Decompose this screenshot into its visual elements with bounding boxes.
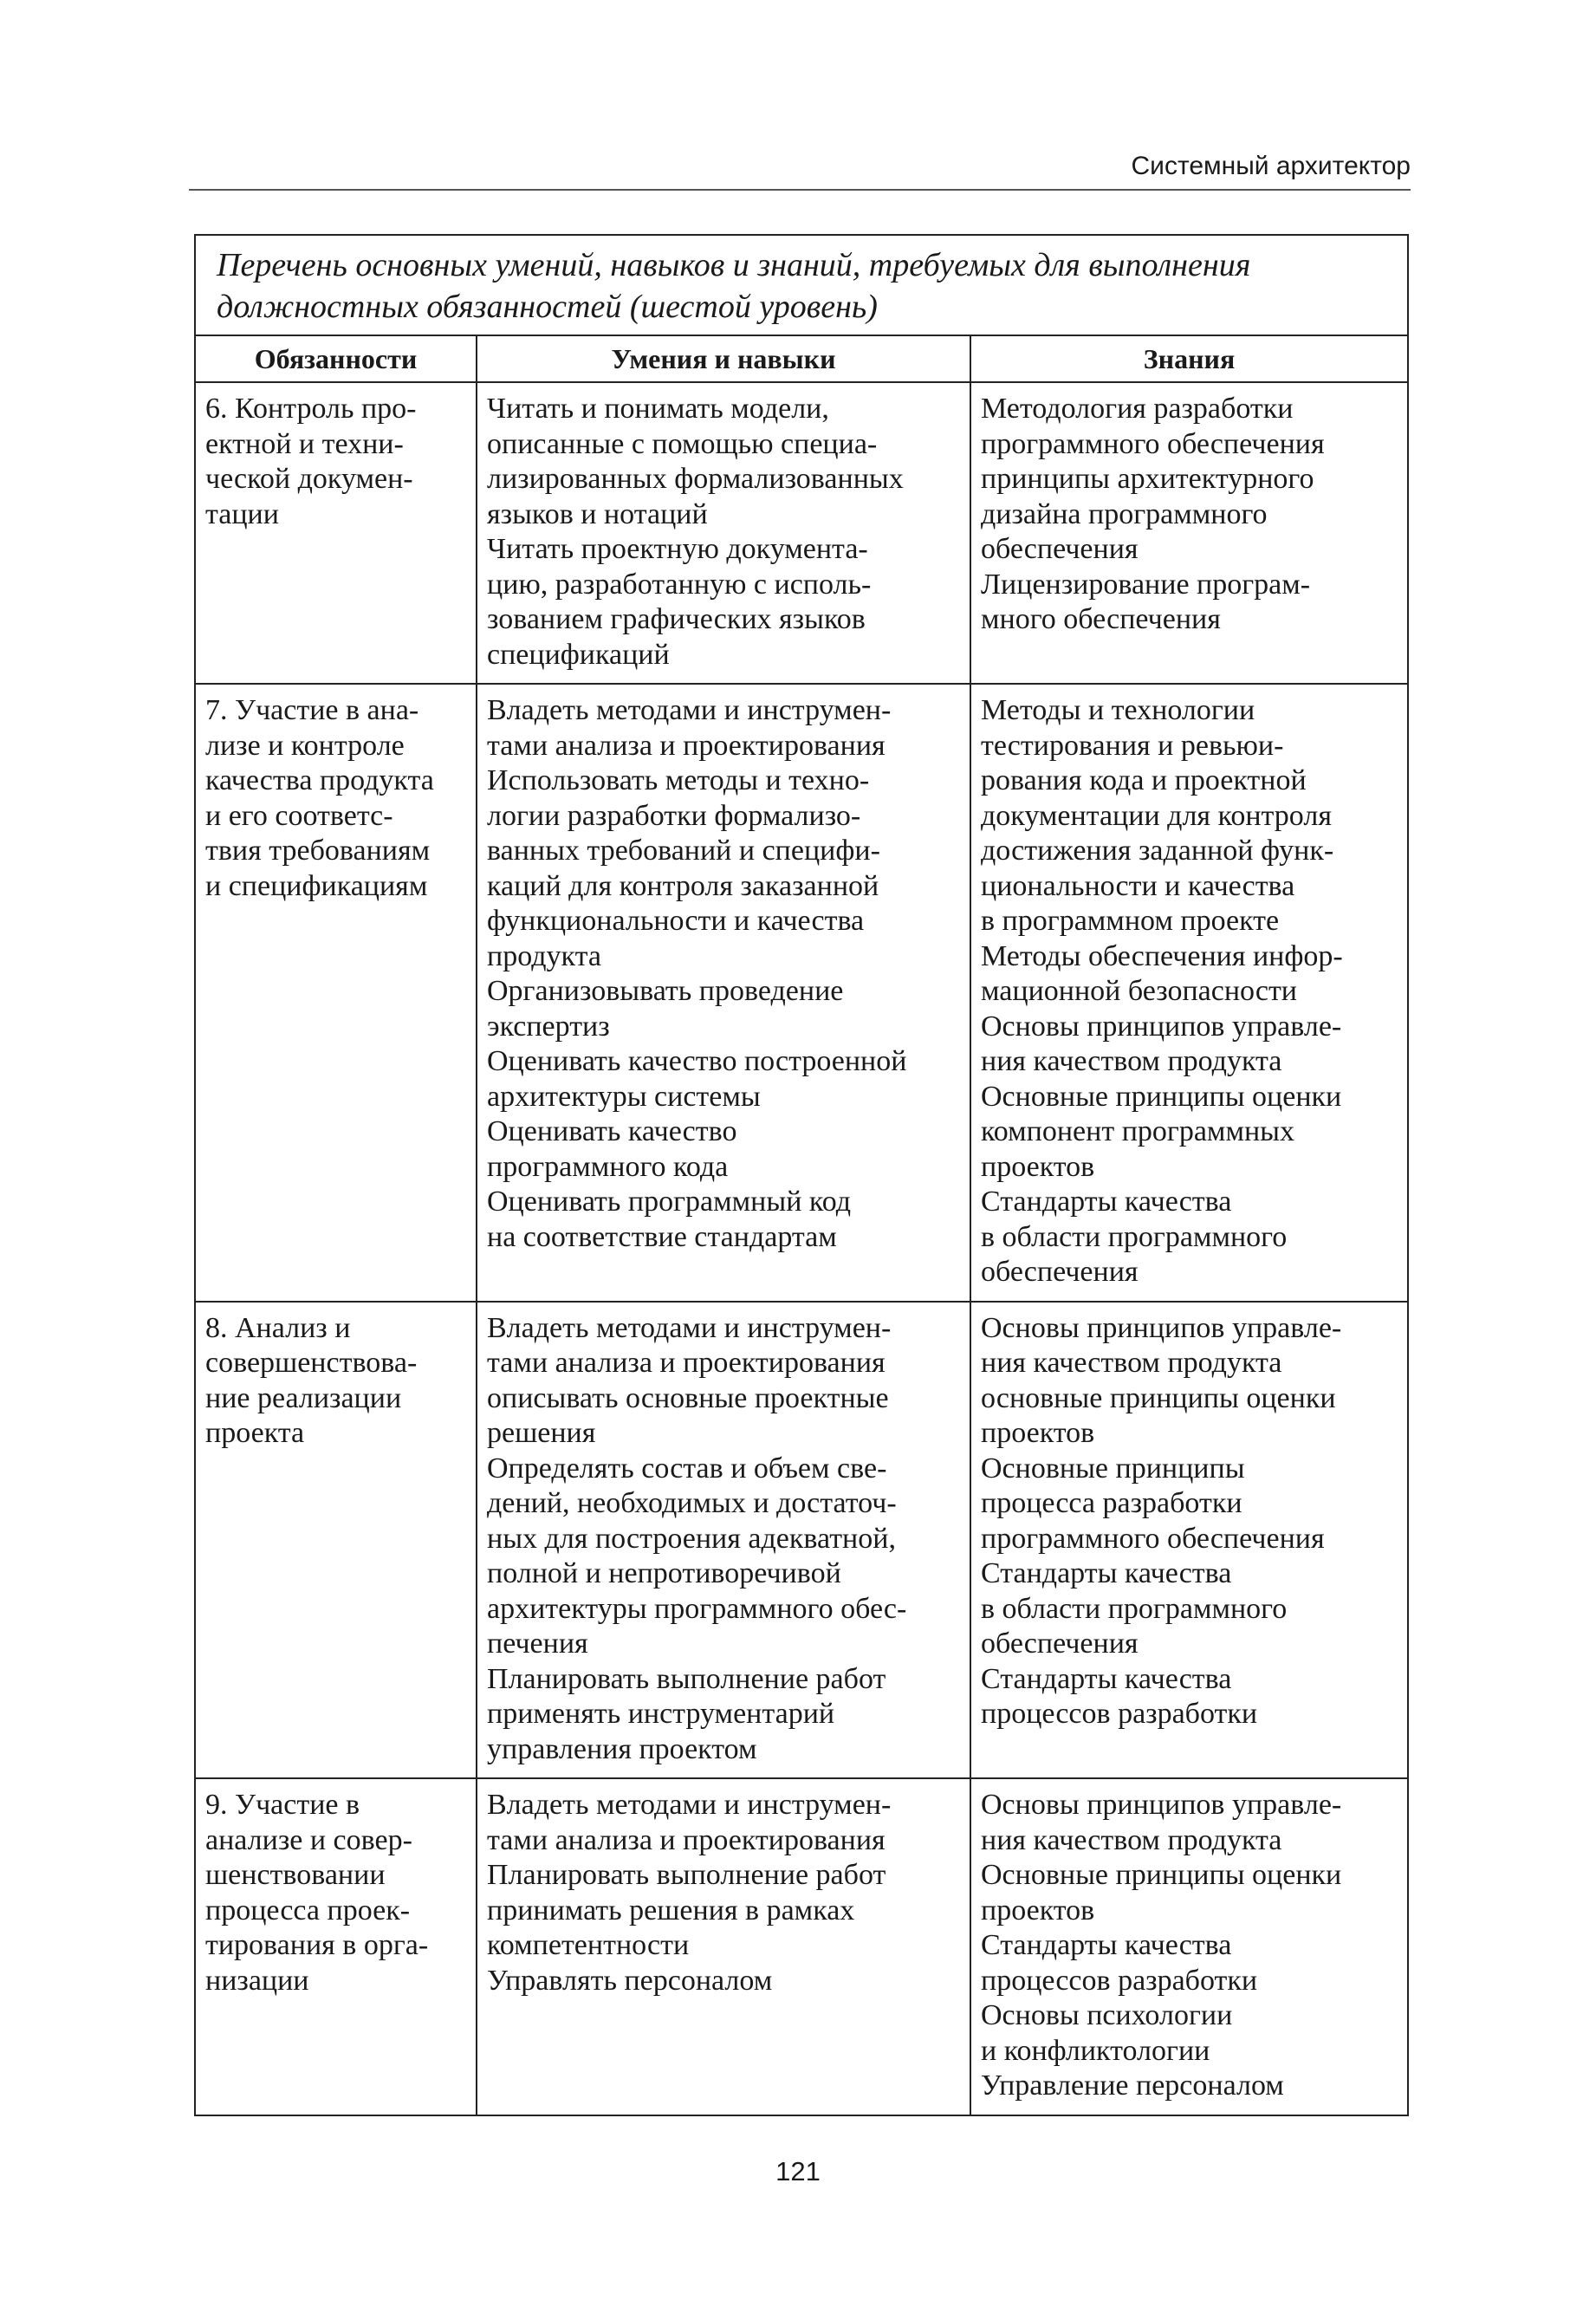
duty-line: 9. Участие в	[205, 1789, 360, 1821]
skill-line: зованием графических языков	[487, 603, 866, 635]
knowledge-line: проектов	[981, 1894, 1095, 1926]
duty-line: процесса проек-	[205, 1894, 411, 1926]
table-row	[195, 1302, 1408, 1779]
knowledge-line: принципы архитектурного	[981, 463, 1314, 495]
knowledge-line: Основы принципов управле-	[981, 1311, 1342, 1344]
table-row	[195, 382, 1408, 684]
duty-line: и спецификациям	[205, 869, 428, 902]
knowledge-line: программного обеспечения	[981, 1522, 1325, 1555]
skill-line: Планировать выполнение работ	[487, 1859, 886, 1891]
knowledge-line: достижения заданной функ-	[981, 835, 1334, 867]
knowledge-line: Стандарты качества	[981, 1557, 1232, 1589]
knowledge-line: тестирования и ревьюи-	[981, 729, 1284, 762]
duty-line: тации	[205, 497, 279, 530]
duty-line: 7. Участие в ана-	[205, 694, 419, 726]
skills-table	[194, 234, 1409, 2116]
skill-line: Использовать методы и техно-	[487, 764, 870, 796]
duty-line: анализе и совер-	[205, 1823, 412, 1856]
knowledge-line: Управление персоналом	[981, 2069, 1284, 2102]
duty-line: низации	[205, 1964, 309, 1997]
knowledge-line: компонент программных	[981, 1115, 1294, 1147]
skill-line: на соответствие стандартам	[487, 1220, 837, 1253]
knowledge-line: в программном проекте	[981, 905, 1280, 937]
skill-line: описанные с помощью специа-	[487, 427, 878, 460]
knowledge-line: Стандарты качества	[981, 1662, 1232, 1695]
duty-cell	[195, 1778, 477, 2115]
knowledge-line: программного обеспечения	[981, 427, 1325, 460]
duty-line: проекта	[205, 1417, 305, 1449]
skill-line: применять инструментарий	[487, 1698, 835, 1730]
knowledge-line: проектов	[981, 1150, 1095, 1183]
knowledge-line: процессов разработки	[981, 1698, 1258, 1730]
skill-line: лизированных формализованных	[487, 463, 904, 495]
knowledge-line: процессов разработки	[981, 1964, 1258, 1997]
skill-line: языков и нотаций	[487, 497, 708, 530]
table-caption	[195, 235, 1408, 335]
duty-cell	[195, 684, 477, 1302]
skill-line: Управлять персоналом	[487, 1964, 773, 1997]
duty-line: шенствовании	[205, 1859, 386, 1891]
duty-line: совершенствова-	[205, 1347, 418, 1379]
knowledge-line: обеспечения	[981, 533, 1139, 565]
skill-line: Владеть методами и инструмен-	[487, 1311, 892, 1344]
knowledge-line: Лицензирование програм-	[981, 568, 1311, 601]
running-header-title: Системный архитектор	[1131, 152, 1411, 180]
skill-line: логии разработки формализо-	[487, 799, 861, 832]
knowledge-line: Основные принципы оценки	[981, 1859, 1342, 1891]
skill-line: Читать проектную документа-	[487, 533, 868, 565]
knowledge-line: проектов	[981, 1417, 1095, 1449]
skill-line: экспертиз	[487, 1010, 610, 1043]
duty-line: ектной и техни-	[205, 427, 404, 460]
skill-line: принимать решения в рамках	[487, 1894, 855, 1926]
skill-line: Владеть методами и инструмен-	[487, 1789, 892, 1821]
skill-line: ванных требований и специфи-	[487, 835, 880, 867]
knowledge-line: Основные принципы	[981, 1452, 1245, 1485]
skill-line: управления проектом	[487, 1732, 757, 1765]
skill-line: тами анализа и проектирования	[487, 1823, 886, 1856]
caption-row	[195, 235, 1408, 335]
knowledge-line: Основы принципов управле-	[981, 1010, 1342, 1043]
duty-cell	[195, 1302, 477, 1779]
knowledge-line: рования кода и проектной	[981, 764, 1307, 796]
running-header	[189, 147, 1411, 191]
skill-line: тами анализа и проектирования	[487, 729, 886, 762]
duty-line: 6. Контроль про-	[205, 393, 417, 425]
table-body	[195, 235, 1408, 2115]
knowledge-line: Методы обеспечения инфор-	[981, 939, 1343, 972]
knowledge-line: Методология разработки	[981, 393, 1294, 425]
skill-line: описывать основные проектные	[487, 1381, 889, 1414]
skill-line: Оценивать качество построенной	[487, 1045, 907, 1077]
table-row	[195, 1778, 1408, 2115]
skill-line: Организовывать проведение	[487, 975, 844, 1007]
knowledge-line: ния качеством продукта	[981, 1823, 1282, 1856]
knowledge-line: основные принципы оценки	[981, 1381, 1336, 1414]
knowledge-line: много обеспечения	[981, 603, 1221, 635]
skill-line: продукта	[487, 939, 601, 972]
skill-line: Читать и понимать модели,	[487, 393, 829, 425]
skill-line: каций для контроля заказанной	[487, 869, 879, 902]
skill-line: архитектуры системы	[487, 1080, 761, 1113]
knowledge-line: ния качеством продукта	[981, 1045, 1282, 1077]
knowledge-cell	[970, 1778, 1408, 2115]
duty-line: твия требованиям	[205, 835, 431, 867]
knowledge-cell	[970, 684, 1408, 1302]
knowledge-line: документации для контроля	[981, 799, 1332, 832]
skill-line: решения	[487, 1417, 596, 1449]
duty-line: ческой докумен-	[205, 463, 413, 495]
knowledge-line: циональности и качества	[981, 869, 1295, 902]
knowledge-line: в области программного	[981, 1592, 1288, 1625]
skill-line: компетентности	[487, 1929, 690, 1961]
skill-line: Оценивать программный код	[487, 1186, 852, 1218]
knowledge-cell	[970, 382, 1408, 684]
knowledge-line: Основные принципы оценки	[981, 1080, 1342, 1113]
skills-cell	[477, 382, 970, 684]
knowledge-line: Стандарты качества	[981, 1929, 1232, 1961]
skills-cell	[477, 1778, 970, 2115]
skill-line: цию, разработанную с исполь-	[487, 568, 872, 601]
skill-line: печения	[487, 1628, 588, 1660]
page-number: 121	[775, 2156, 821, 2186]
column-header-knowledge: Знания	[970, 335, 1408, 382]
skill-line: спецификаций	[487, 638, 670, 671]
column-header-skills: Умения и навыки	[477, 335, 970, 382]
caption-line: должностных обязанностей (шестой уровень)	[217, 289, 878, 325]
skill-line: Владеть методами и инструмен-	[487, 694, 892, 726]
duty-line: тирования в орга-	[205, 1929, 429, 1961]
knowledge-line: Основы психологии	[981, 1999, 1233, 2031]
knowledge-cell	[970, 1302, 1408, 1779]
skills-cell	[477, 684, 970, 1302]
duty-line: лизе и контроле	[205, 729, 405, 762]
skill-line: тами анализа и проектирования	[487, 1347, 886, 1379]
skill-line: Планировать выполнение работ	[487, 1662, 886, 1695]
duty-line: качества продукта	[205, 764, 434, 796]
knowledge-line: дизайна программного	[981, 497, 1268, 530]
skill-line: полной и непротиворечивой	[487, 1557, 841, 1589]
knowledge-line: ния качеством продукта	[981, 1347, 1282, 1379]
column-header-row	[195, 335, 1408, 382]
duty-line: 8. Анализ и	[205, 1311, 351, 1344]
knowledge-line: обеспечения	[981, 1628, 1139, 1660]
column-header-duties: Обязанности	[195, 335, 477, 382]
skill-line: функциональности и качества	[487, 905, 865, 937]
knowledge-line: Стандарты качества	[981, 1186, 1232, 1218]
skill-line: дений, необходимых и достаточ-	[487, 1487, 897, 1519]
table-row	[195, 684, 1408, 1302]
skill-line: ных для построения адекватной,	[487, 1522, 896, 1555]
knowledge-line: Методы и технологии	[981, 694, 1255, 726]
skill-line: архитектуры программного обес-	[487, 1592, 907, 1625]
duty-line: ние реализации	[205, 1381, 402, 1414]
skill-line: программного кода	[487, 1150, 729, 1183]
skills-cell	[477, 1302, 970, 1779]
knowledge-line: мационной безопасности	[981, 975, 1298, 1007]
knowledge-line: Основы принципов управле-	[981, 1789, 1342, 1821]
knowledge-line: и конфликтологии	[981, 2034, 1210, 2067]
duty-cell	[195, 382, 477, 684]
skill-line: Оценивать качество	[487, 1115, 737, 1147]
skill-line: Определять состав и объем све-	[487, 1452, 887, 1485]
knowledge-line: в области программного	[981, 1220, 1288, 1253]
knowledge-line: процесса разработки	[981, 1487, 1242, 1519]
caption-line: Перечень основных умений, навыков и знаний, требуемых для выполнения	[217, 247, 1251, 283]
duty-line: и его соответс-	[205, 799, 393, 832]
knowledge-line: обеспечения	[981, 1256, 1139, 1288]
